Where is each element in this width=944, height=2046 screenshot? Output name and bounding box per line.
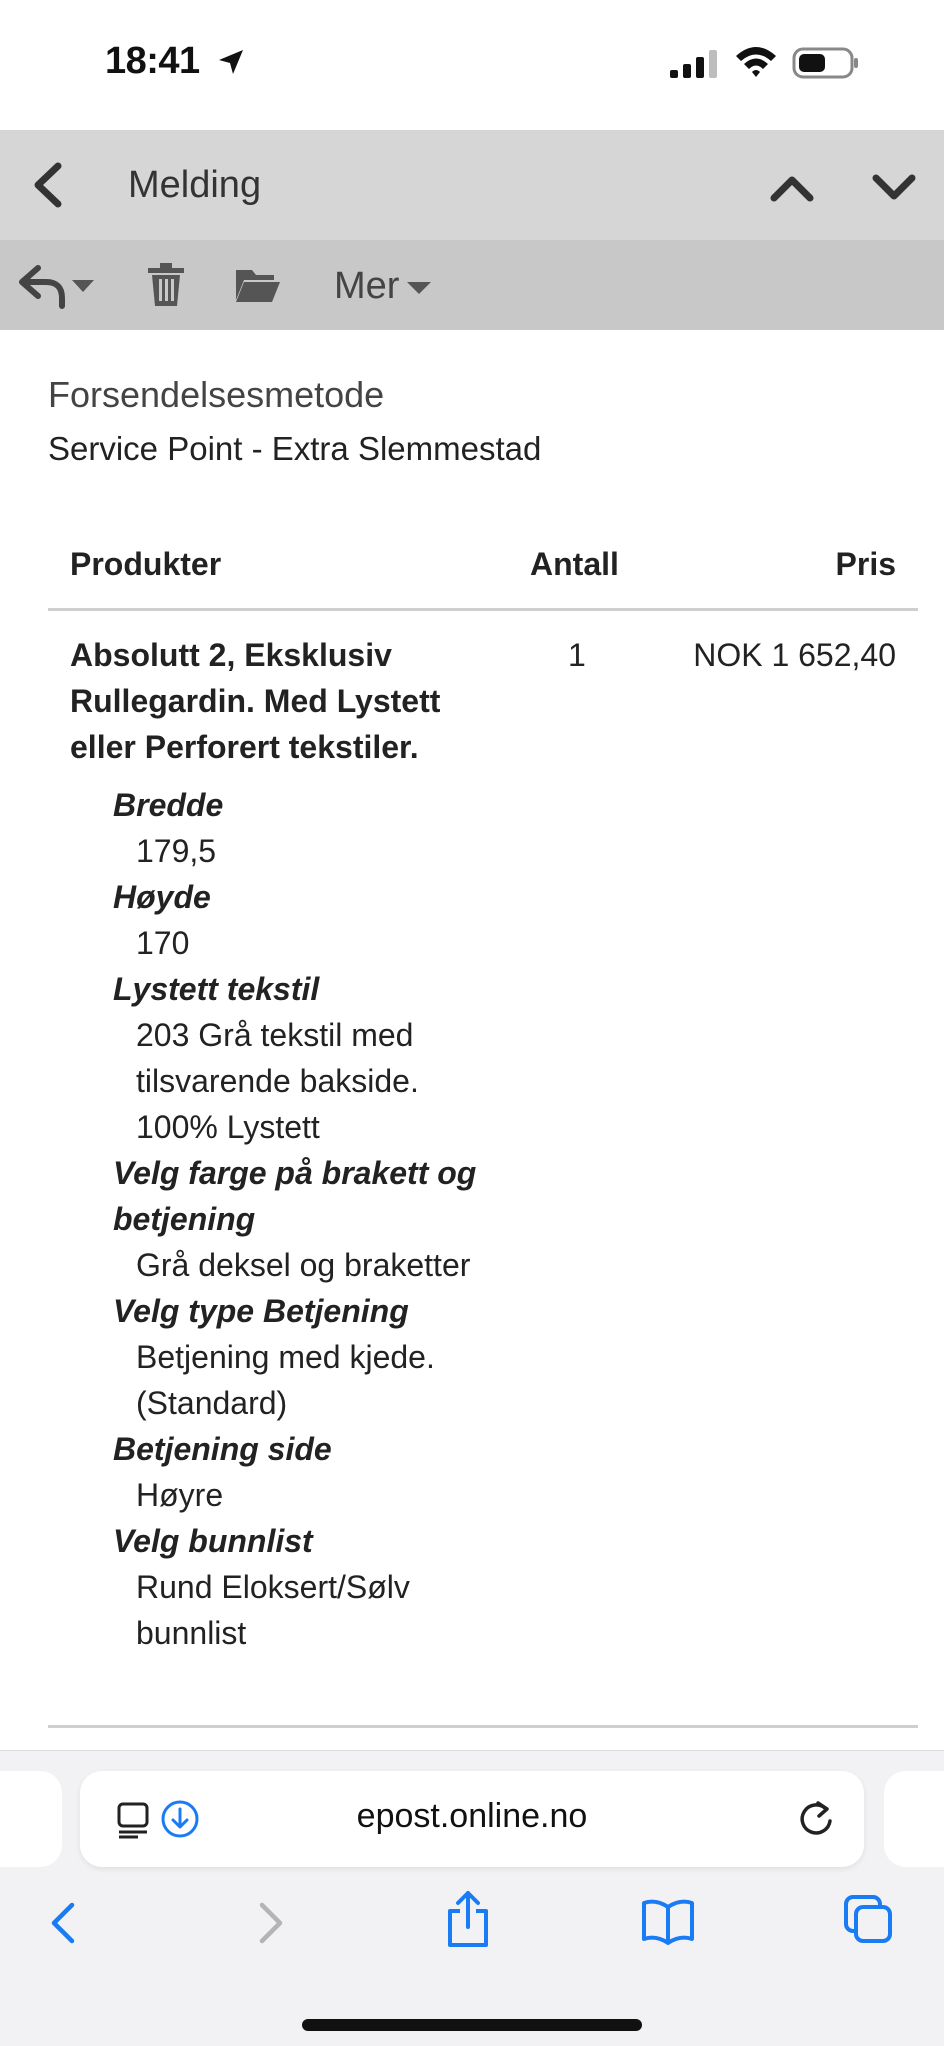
more-menu-label: Mer — [334, 264, 400, 307]
browser-toolbar — [0, 1750, 944, 2046]
folder-icon[interactable] — [234, 264, 282, 306]
option-label: Velg type Betjening — [113, 1293, 409, 1329]
caret-down-icon — [407, 282, 431, 294]
status-bar — [0, 0, 944, 130]
column-header-products: Produkter — [70, 546, 222, 582]
option-value: Høyre — [136, 1477, 224, 1513]
battery-icon — [792, 46, 860, 80]
reply-icon[interactable] — [16, 262, 100, 310]
table-divider — [48, 1725, 918, 1728]
share-icon[interactable] — [444, 1889, 492, 1949]
home-indicator[interactable] — [302, 2019, 642, 2031]
option-value: 179,5 — [136, 833, 217, 869]
trash-icon[interactable] — [146, 262, 186, 308]
column-header-quantity: Antall — [530, 546, 619, 582]
url-text: epost.online.no — [356, 1797, 588, 1835]
table-divider — [48, 608, 918, 611]
option-label: Velg farge på brakett og betjening — [113, 1155, 477, 1237]
previous-tab-preview[interactable] — [0, 1771, 62, 1867]
product-options — [113, 782, 493, 1656]
cellular-signal-icon — [668, 48, 720, 80]
location-arrow-icon — [215, 46, 247, 78]
option-value: Rund Eloksert/Sølv bunnlist — [136, 1569, 410, 1651]
option-label: Velg bunnlist — [113, 1523, 313, 1559]
option-value: 170 — [136, 925, 190, 961]
product-name: Absolutt 2, Eksklusiv Rullegardin. Med Lystett eller Perforert tekstiler. — [70, 637, 441, 765]
status-time: 18:41 — [105, 40, 200, 82]
next-tab-preview[interactable] — [884, 1771, 944, 1867]
back-arrow-icon[interactable] — [44, 1897, 84, 1949]
reload-icon[interactable] — [796, 1797, 836, 1841]
option-value: 203 Grå tekstil med tilsvarende bakside. 100% Lystett — [136, 1017, 419, 1145]
page-title: Melding — [128, 164, 262, 206]
tabs-icon[interactable] — [842, 1893, 894, 1945]
message-body — [0, 330, 944, 1750]
column-header-price: Pris — [835, 546, 896, 582]
back-chevron-icon[interactable] — [26, 158, 70, 212]
option-value: Grå deksel og braketter — [136, 1247, 471, 1283]
shipping-method-value: Service Point - Extra Slemmestad — [48, 430, 542, 467]
bookmarks-icon[interactable] — [640, 1897, 696, 1945]
option-label: Lystett tekstil — [113, 971, 320, 1007]
product-price: NOK 1 652,40 — [693, 637, 896, 673]
address-bar[interactable] — [80, 1771, 864, 1867]
option-label: Bredde — [113, 787, 224, 823]
message-toolbar — [0, 240, 944, 330]
product-quantity: 1 — [568, 637, 586, 673]
message-header — [0, 130, 944, 240]
chevron-up-icon[interactable] — [766, 162, 818, 212]
option-label: Høyde — [113, 879, 211, 915]
option-value: Betjening med kjede. (Standard) — [136, 1339, 435, 1421]
option-label: Betjening side — [113, 1431, 332, 1467]
more-menu-button[interactable] — [334, 262, 431, 310]
forward-arrow-icon[interactable] — [250, 1897, 290, 1949]
chevron-down-icon[interactable] — [868, 162, 920, 212]
wifi-icon — [734, 44, 778, 80]
shipping-method-label: Forsendelsesmetode — [48, 374, 385, 415]
